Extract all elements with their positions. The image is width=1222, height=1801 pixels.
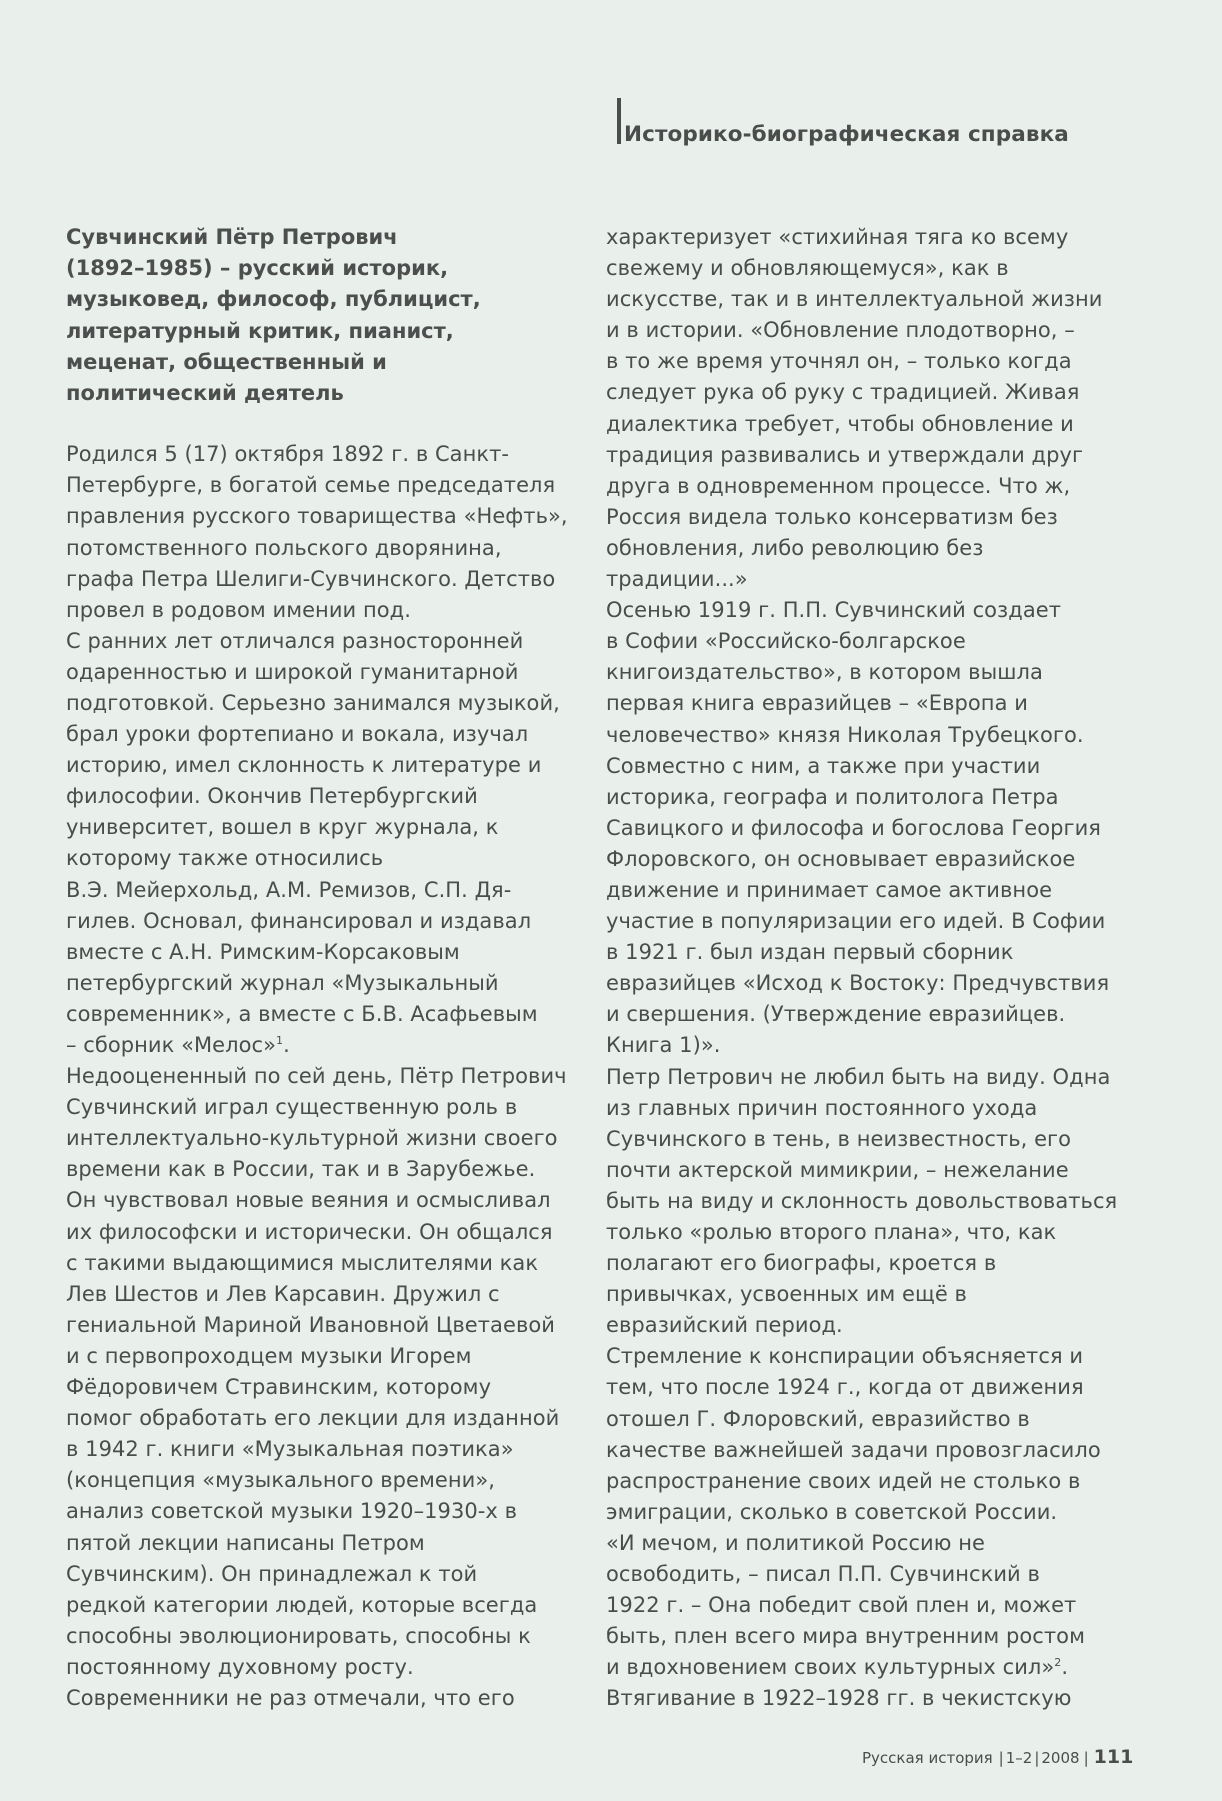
line-text: Современники не раз отмечали, что его — [66, 1685, 515, 1710]
text-line — [606, 1559, 1126, 1590]
text-line — [66, 439, 586, 470]
section-title: Историко-биографическая справка — [624, 122, 1069, 147]
text-line — [606, 1528, 1126, 1559]
line-text: гениальной Мариной Ивановной Цветаевой — [66, 1312, 555, 1337]
text-line — [66, 564, 586, 595]
text-line — [606, 782, 1126, 813]
text-line — [66, 1372, 586, 1403]
footnote-punctuation: . — [1061, 1655, 1069, 1680]
text-line — [66, 657, 586, 688]
text-line — [606, 564, 1126, 595]
footer-separator: | — [998, 1749, 1004, 1767]
line-text: тем, что после 1924 г., когда от движения — [606, 1375, 1084, 1400]
line-text: гилев. Основал, финансировал и издавал — [66, 908, 532, 933]
text-line — [606, 999, 1126, 1030]
line-text: и с первопроходцем музыки Игорем — [66, 1343, 472, 1368]
left-body-text — [66, 439, 586, 1714]
text-line — [606, 222, 1126, 253]
text-line — [606, 626, 1126, 657]
line-text: помог обработать его лекции для изданной — [66, 1406, 560, 1431]
line-text: современник», а вместе с Б.В. Асафьевым — [66, 1001, 538, 1026]
text-line — [606, 1435, 1126, 1466]
line-text: в то же время уточнял он, – только когда — [606, 349, 1072, 374]
text-line — [606, 688, 1126, 719]
text-line — [606, 937, 1126, 968]
line-text: Осенью 1919 г. П.П. Сувчинский создает — [606, 598, 1062, 623]
line-text: 1922 г. – Она победит свой плен и, может — [606, 1593, 1077, 1618]
text-line — [66, 595, 586, 626]
line-text: в 1942 г. книги «Музыкальная поэтика» — [66, 1437, 514, 1462]
line-text: анализ советской музыки 1920–1930-х в — [66, 1499, 518, 1524]
line-text: свежему и обновляющемуся», как в — [606, 256, 1009, 281]
line-text: движение и принимает самое активное — [606, 877, 1053, 902]
text-line — [606, 1062, 1126, 1093]
line-text: редкой категории людей, которые всегда — [66, 1592, 538, 1617]
line-text: и вдохновением своих культурных сил» — [606, 1655, 1055, 1680]
text-line — [66, 1590, 586, 1621]
line-text: качестве важнейшей задачи провозгласило — [606, 1437, 1101, 1462]
text-line — [66, 1341, 586, 1372]
line-text: распространение своих идей не столько в — [606, 1468, 1081, 1493]
text-line — [66, 1528, 586, 1559]
line-text: вместе с А.Н. Римским-Корсаковым — [66, 939, 460, 964]
line-text: подготовкой. Серьезно занимался музыкой, — [66, 690, 560, 715]
text-line — [66, 999, 586, 1030]
text-line — [606, 1186, 1126, 1217]
text-line — [606, 1466, 1126, 1497]
line-text: В.Э. Мейерхольд, А.М. Ремизов, С.П. Дя- — [66, 877, 512, 902]
line-text: провел в родовом имении под. — [66, 597, 411, 622]
line-text: историка, географа и политолога Петра — [606, 784, 1059, 809]
text-line — [606, 1093, 1126, 1124]
text-line — [606, 253, 1126, 284]
text-line — [66, 1559, 586, 1590]
text-line — [66, 1185, 586, 1216]
text-line — [66, 1465, 586, 1496]
text-line — [66, 1496, 586, 1527]
header-rule — [617, 98, 621, 144]
line-text: быть на виду и склонность довольствоваться — [606, 1188, 1118, 1213]
text-line — [66, 1434, 586, 1465]
text-line — [606, 1590, 1126, 1621]
text-line — [606, 813, 1126, 844]
text-line — [606, 1497, 1126, 1528]
footnote-mark: 2 — [1054, 1656, 1062, 1670]
line-text: Лев Шестов и Лев Карсавин. Дружил с — [66, 1281, 500, 1306]
text-line — [66, 906, 586, 937]
text-line — [66, 1248, 586, 1279]
text-line — [606, 751, 1126, 782]
text-line — [606, 720, 1126, 751]
lead-line: политический деятель — [66, 381, 344, 406]
line-text: только «ролью второго плана», что, как — [606, 1220, 1057, 1244]
line-text: «И мечом, и политикой Россию не — [606, 1530, 985, 1555]
text-line — [606, 471, 1126, 502]
line-text: Он чувствовал новые веяния и осмысливал — [66, 1188, 551, 1213]
lead-line: литературный критик, пианист, — [66, 318, 454, 343]
line-text: характеризует «стихийная тяга ко всему — [606, 225, 1069, 249]
line-text: почти актерской мимикрии, – нежелание — [606, 1157, 1069, 1182]
line-text: потомственного польского дворянина, — [66, 535, 502, 560]
text-line — [606, 284, 1126, 315]
text-line — [66, 750, 586, 781]
text-line — [606, 1372, 1126, 1403]
line-text: традиция развивались и утверждали друг — [606, 442, 1084, 467]
text-line — [66, 1217, 586, 1248]
lead-line: меценат, общественный и — [66, 349, 387, 374]
line-text: Россия видела только консерватизм без — [606, 504, 1058, 529]
line-text: Фёдоровичем Стравинским, которому — [66, 1375, 492, 1400]
text-line — [66, 470, 586, 501]
line-text: графа Петра Шелиги-Сувчинского. Детство — [66, 566, 556, 591]
line-text: историю, имел склонность к литературе и — [66, 753, 542, 778]
line-text: Петербурге, в богатой семье председателя — [66, 473, 556, 498]
line-text: (концепция «музыкального времени», — [66, 1468, 495, 1493]
line-text: одаренностью и широкой гуманитарной — [66, 659, 519, 684]
text-line — [66, 812, 586, 843]
line-text: и в истории. «Обновление плодотворно, – — [606, 318, 1075, 343]
line-text: времени как в России, так и в Зарубежье. — [66, 1157, 536, 1182]
text-line — [66, 1061, 586, 1092]
text-line — [606, 409, 1126, 440]
line-text: евразийцев «Исход к Востоку: Предчувствия — [606, 971, 1110, 996]
lead-line: (1892–1985) – русский историк, — [66, 256, 449, 281]
line-text: Сувчинского в тень, в неизвестность, его — [606, 1126, 1072, 1151]
line-text: евразийский период. — [606, 1313, 843, 1338]
text-line — [66, 781, 586, 812]
footer-separator: | — [1083, 1749, 1089, 1767]
text-line — [606, 1217, 1126, 1248]
text-line — [606, 1124, 1126, 1155]
line-text: в Софии «Российско-болгарское — [606, 629, 966, 654]
line-text: и свершения. (Утверждение евразийцев. — [606, 1002, 1066, 1027]
text-line — [606, 533, 1126, 564]
text-line — [66, 1403, 586, 1434]
text-line — [606, 440, 1126, 471]
text-line — [606, 968, 1126, 999]
text-line — [66, 1154, 586, 1185]
line-text: быть, плен всего мира внутренним ростом — [606, 1624, 1085, 1649]
text-line — [66, 1030, 586, 1061]
line-text: освободить, – писал П.П. Сувчинский в — [606, 1562, 1040, 1587]
text-line — [66, 688, 586, 719]
line-text: С ранних лет отличался разносторонней — [66, 628, 524, 653]
text-line — [66, 501, 586, 532]
line-text: Стремление к конспирации объясняется и — [606, 1344, 1084, 1369]
text-line — [66, 968, 586, 999]
footnote-mark: 1 — [276, 1034, 284, 1047]
text-line — [66, 626, 586, 657]
line-text: Флоровского, он основывает евразийское — [606, 846, 1076, 871]
line-text: традиции...» — [606, 567, 748, 592]
line-text: Сувчинским). Он принадлежал к той — [66, 1561, 478, 1586]
page-number: 111 — [1093, 1746, 1134, 1768]
text-line — [606, 1155, 1126, 1186]
line-text: пятой лекции написаны Петром — [66, 1530, 425, 1555]
text-line — [66, 843, 586, 874]
text-line — [606, 844, 1126, 875]
text-line — [606, 595, 1126, 626]
lead-line: Сувчинский Пётр Петрович — [66, 225, 398, 249]
line-text: Родился 5 (17) октября 1892 г. в Санкт- — [66, 442, 510, 467]
line-text: философии. Окончив Петербургский — [66, 784, 478, 809]
text-line — [606, 1404, 1126, 1435]
line-text: привычках, усвоенных им ещё в — [606, 1282, 967, 1307]
text-line — [66, 1621, 586, 1652]
text-line — [66, 1652, 586, 1683]
journal-name: Русская история — [862, 1749, 993, 1767]
issue-number: 1–2 — [1005, 1749, 1033, 1767]
left-column — [66, 222, 586, 1714]
line-text: диалектика требует, чтобы обновление и — [606, 411, 1074, 436]
line-text: из главных причин постоянного ухода — [606, 1095, 1038, 1120]
line-text: следует рука об руку с традицией. Живая — [606, 380, 1080, 405]
line-text: Книга 1)». — [606, 1033, 721, 1058]
line-text: которому также относились — [66, 846, 384, 871]
line-text: постоянному духовному росту. — [66, 1654, 414, 1679]
text-line — [66, 1123, 586, 1154]
line-text: человечество» князя Николая Трубецкого. — [606, 722, 1084, 747]
text-line — [66, 1683, 586, 1714]
text-line — [66, 875, 586, 906]
text-line — [606, 315, 1126, 346]
text-line — [606, 377, 1126, 408]
text-line — [606, 1341, 1126, 1372]
line-text: правления русского товарищества «Нефть», — [66, 504, 568, 529]
lead-heading — [66, 222, 586, 409]
line-text: Петр Петрович не любил быть на виду. Одна — [606, 1064, 1111, 1089]
line-text: Совместно с ним, а также при участии — [606, 753, 1041, 778]
line-text: Савицкого и философа и богослова Георгия — [606, 815, 1101, 840]
line-text: отошел Г. Флоровский, евразийство в — [606, 1406, 1030, 1431]
line-text: университет, вошел в круг журнала, к — [66, 815, 499, 840]
lead-line: музыковед, философ, публицист, — [66, 287, 481, 312]
section-header — [617, 98, 1069, 147]
text-line — [66, 1092, 586, 1123]
line-text: книгоиздательство», в котором вышла — [606, 660, 1043, 685]
text-line — [66, 1279, 586, 1310]
line-text: интеллектуально-культурной жизни своего — [66, 1126, 558, 1151]
page-footer — [862, 1746, 1133, 1768]
line-text: способны эволюционировать, способны к — [66, 1623, 531, 1648]
text-line — [606, 906, 1126, 937]
line-text: – сборник «Мелос» — [66, 1033, 276, 1057]
line-text: Недооцененный по сей день, Пётр Петрович — [66, 1064, 567, 1089]
text-line — [66, 1310, 586, 1341]
line-text: в 1921 г. был издан первый сборник — [606, 940, 1014, 965]
text-line — [606, 1310, 1126, 1341]
text-line — [606, 1683, 1126, 1714]
text-line — [66, 937, 586, 968]
text-line — [606, 1279, 1126, 1310]
line-text: Втягивание в 1922–1928 гг. в чекистскую — [606, 1686, 1072, 1711]
line-text: участие в популяризации его идей. В Софии — [606, 909, 1106, 934]
line-text: первая книга евразийцев – «Европа и — [606, 691, 1028, 716]
line-text: Сувчинский играл существенную роль в — [66, 1095, 518, 1120]
line-text: петербургский журнал «Музыкальный — [66, 970, 499, 995]
line-text: брал уроки фортепиано и вокала, изучал — [66, 722, 529, 747]
issue-year: 2008 — [1041, 1749, 1080, 1767]
text-line — [606, 1248, 1126, 1279]
text-line — [606, 657, 1126, 688]
text-line — [66, 533, 586, 564]
text-line — [606, 1030, 1126, 1061]
line-text: искусстве, так и в интеллектуальной жизни — [606, 287, 1103, 312]
text-line — [606, 346, 1126, 377]
text-line — [606, 1652, 1126, 1683]
text-line — [66, 719, 586, 750]
line-text: с такими выдающимися мыслителями как — [66, 1250, 539, 1275]
line-text: друга в одновременном процессе. Что ж, — [606, 473, 1071, 498]
line-text: обновления, либо революцию без — [606, 535, 984, 560]
footer-separator: | — [1034, 1749, 1040, 1767]
footnote-punctuation: . — [283, 1033, 290, 1057]
line-text: полагают его биографы, кроется в — [606, 1251, 997, 1276]
line-text: эмиграции, сколько в советской России. — [606, 1499, 1058, 1524]
right-column — [606, 222, 1126, 1715]
text-line — [606, 502, 1126, 533]
line-text: их философски и исторически. Он общался — [66, 1219, 553, 1244]
text-line — [606, 1621, 1126, 1652]
text-line — [606, 875, 1126, 906]
